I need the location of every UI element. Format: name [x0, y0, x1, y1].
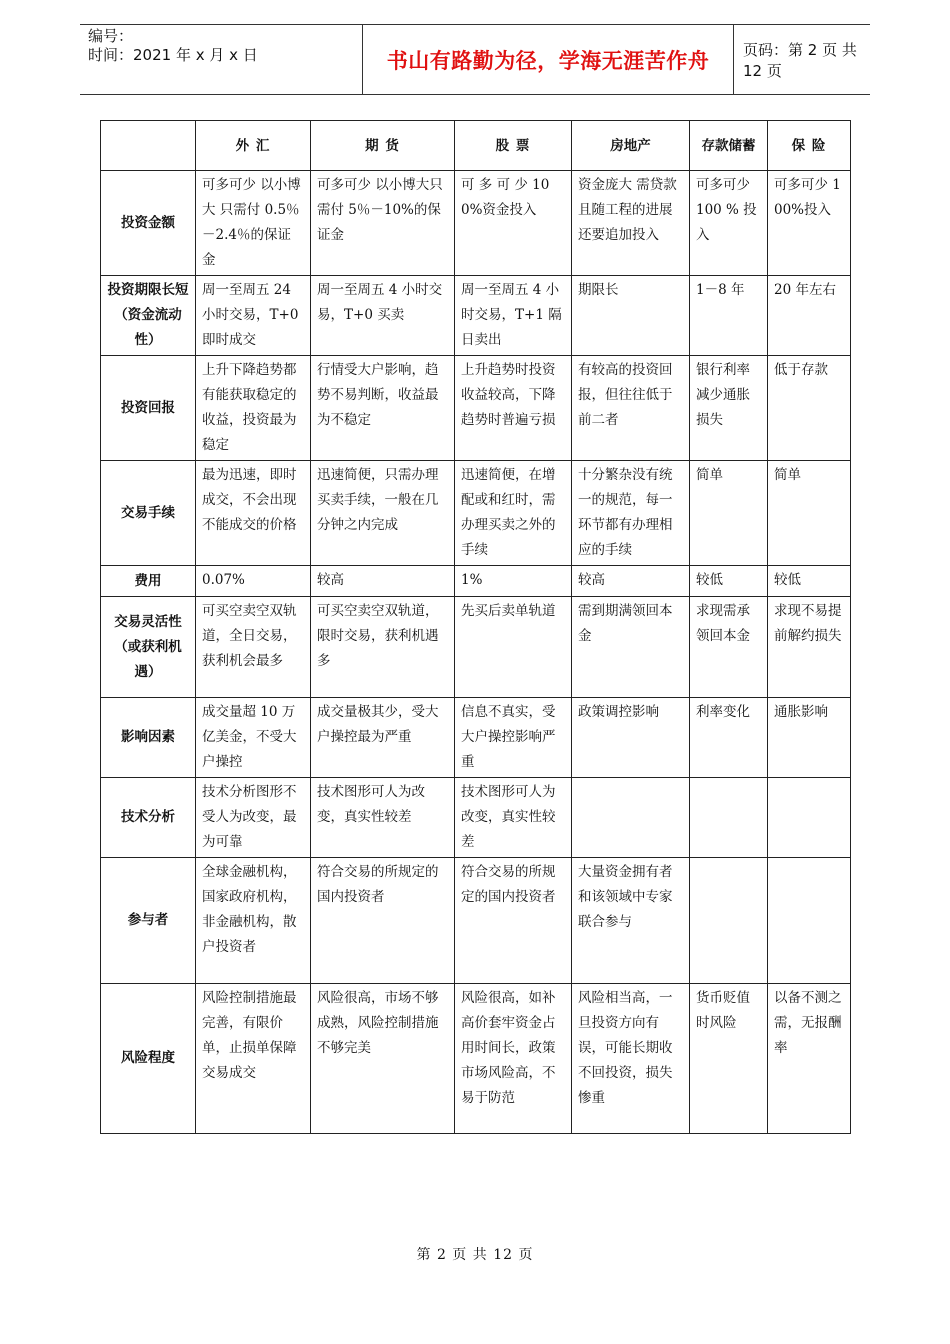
table-cell: 低于存款	[768, 356, 851, 461]
table-row	[101, 698, 851, 778]
table-cell: 风险控制措施最完善，有限价单，止损单保障交易成交	[196, 984, 311, 1134]
table-cell: 技术分析图形不受人为改变，最为可靠	[196, 778, 311, 858]
row-label: 投资回报	[101, 356, 196, 461]
column-header-insurance: 保 险	[768, 121, 851, 171]
table-cell: 迅速简便，在增配或和红时，需办理买卖之外的手续	[455, 461, 572, 566]
table-cell: 大量资金拥有者和该领域中专家联合参与	[572, 858, 690, 984]
table-cell: 可买空卖空双轨道，限时交易，获利机遇多	[311, 597, 455, 698]
table-cell: 简单	[768, 461, 851, 566]
row-label: 参与者	[101, 858, 196, 984]
table-cell: 风险相当高，一旦投资方向有误，可能长期收不回投资，损失惨重	[572, 984, 690, 1134]
column-header-forex: 外 汇	[196, 121, 311, 171]
column-header-real-estate: 房地产	[572, 121, 690, 171]
table-cell: 政策调控影响	[572, 698, 690, 778]
table-row	[101, 356, 851, 461]
table-cell: 周一至周五 4 小时交易，T+0 买卖	[311, 276, 455, 356]
table-cell: 符合交易的所规定的国内投资者	[311, 858, 455, 984]
header-page-info: 页码：第 2 页 共 12 页	[743, 40, 857, 80]
table-cell: 通胀影响	[768, 698, 851, 778]
serial-label: 编号：	[88, 27, 134, 45]
row-label: 投资金额	[101, 171, 196, 276]
table-cell	[690, 858, 768, 984]
row-label: 费用	[101, 566, 196, 597]
document-header	[80, 24, 870, 95]
table-cell: 先买后卖单轨道	[455, 597, 572, 698]
table-cell: 可多可少 以小博大只需付 5％－10%的保证金	[311, 171, 455, 276]
table-cell: 符合交易的所规定的国内投资者	[455, 858, 572, 984]
table-cell: 1－8 年	[690, 276, 768, 356]
table-cell: 可 多 可 少 100%资金投入	[455, 171, 572, 276]
table-row	[101, 984, 851, 1134]
column-header-savings: 存款储蓄	[690, 121, 768, 171]
table-cell: 1%	[455, 566, 572, 597]
table-row	[101, 171, 851, 276]
table-row	[101, 778, 851, 858]
header-meta	[80, 25, 280, 94]
table-cell: 风险很高，市场不够成熟，风险控制措施不够完美	[311, 984, 455, 1134]
row-label: 交易手续	[101, 461, 196, 566]
table-cell: 上升趋势时投资收益较高，下降趋势时普遍亏损	[455, 356, 572, 461]
table-cell: 货币贬值时风险	[690, 984, 768, 1134]
row-label: 技术分析	[101, 778, 196, 858]
investment-comparison-table	[100, 120, 851, 1134]
table-row	[101, 566, 851, 597]
table-cell: 求现不易提前解约损失	[768, 597, 851, 698]
table-cell: 迅速简便，只需办理买卖手续，一般在几分钟之内完成	[311, 461, 455, 566]
table-cell: 行情受大户影响，趋势不易判断，收益最为不稳定	[311, 356, 455, 461]
table-cell: 有较高的投资回报，但往往低于前二者	[572, 356, 690, 461]
table-cell: 求现需承领回本金	[690, 597, 768, 698]
table-cell: 周一至周五 24 小时交易，T+0 即时成交	[196, 276, 311, 356]
column-header	[101, 121, 196, 171]
time-label: 时间：2021 年 x 月 x 日	[88, 46, 258, 64]
table-cell: 资金庞大 需贷款且随工程的进展还要追加投入	[572, 171, 690, 276]
table-cell: 可多可少 100%投入	[768, 171, 851, 276]
row-label: 风险程度	[101, 984, 196, 1134]
table-cell: 成交量超 10 万亿美金，不受大户操控	[196, 698, 311, 778]
table-cell: 可多可少 以小博大 只需付 0.5％－2.4％的保证金	[196, 171, 311, 276]
row-label: 投资期限长短（资金流动性）	[101, 276, 196, 356]
table-cell: 全球金融机构，国家政府机构，非金融机构，散户投资者	[196, 858, 311, 984]
table-cell	[768, 778, 851, 858]
table-row	[101, 597, 851, 698]
table-cell: 0.07%	[196, 566, 311, 597]
table-row	[101, 276, 851, 356]
table-cell: 需到期满领回本金	[572, 597, 690, 698]
page-footer: 第 2 页 共 12 页	[416, 1247, 534, 1263]
table-cell: 以备不测之需，无报酬率	[768, 984, 851, 1134]
table-cell: 技术图形可人为改变，真实性较差	[311, 778, 455, 858]
table-cell: 最为迅速，即时成交，不会出现不能成交的价格	[196, 461, 311, 566]
table-cell	[572, 778, 690, 858]
table-row	[101, 858, 851, 984]
table-cell: 可多可少 100 % 投入	[690, 171, 768, 276]
table-cell: 周一至周五 4 小时交易，T+1 隔日卖出	[455, 276, 572, 356]
table-cell: 风险很高，如补高价套牢资金占用时间长，政策市场风险高，不易于防范	[455, 984, 572, 1134]
table-cell: 信息不真实，受大户操控影响严重	[455, 698, 572, 778]
table-cell: 较低	[768, 566, 851, 597]
table-cell: 20 年左右	[768, 276, 851, 356]
table-cell: 十分繁杂没有统一的规范，每一环节都有办理相应的手续	[572, 461, 690, 566]
table-cell: 上升下降趋势都有能获取稳定的收益，投资最为稳定	[196, 356, 311, 461]
column-header-futures: 期 货	[311, 121, 455, 171]
table-cell: 较低	[690, 566, 768, 597]
table-cell: 期限长	[572, 276, 690, 356]
table-cell	[690, 778, 768, 858]
row-label: 影响因素	[101, 698, 196, 778]
row-label: 交易灵活性（或获利机遇）	[101, 597, 196, 698]
table-cell: 利率变化	[690, 698, 768, 778]
table-cell: 较高	[572, 566, 690, 597]
table-cell: 可买空卖空双轨道，全日交易，获利机会最多	[196, 597, 311, 698]
table-row	[101, 461, 851, 566]
table-cell: 较高	[311, 566, 455, 597]
table-cell: 简单	[690, 461, 768, 566]
table-cell: 成交量极其少，受大户操控最为严重	[311, 698, 455, 778]
table-cell: 技术图形可人为改变，真实性较差	[455, 778, 572, 858]
table-cell: 银行利率减少通胀损失	[690, 356, 768, 461]
table-header-row	[101, 121, 851, 171]
table-cell	[768, 858, 851, 984]
column-header-stocks: 股 票	[455, 121, 572, 171]
header-motto: 书山有路勤为径，学海无涯苦作舟	[362, 25, 734, 94]
